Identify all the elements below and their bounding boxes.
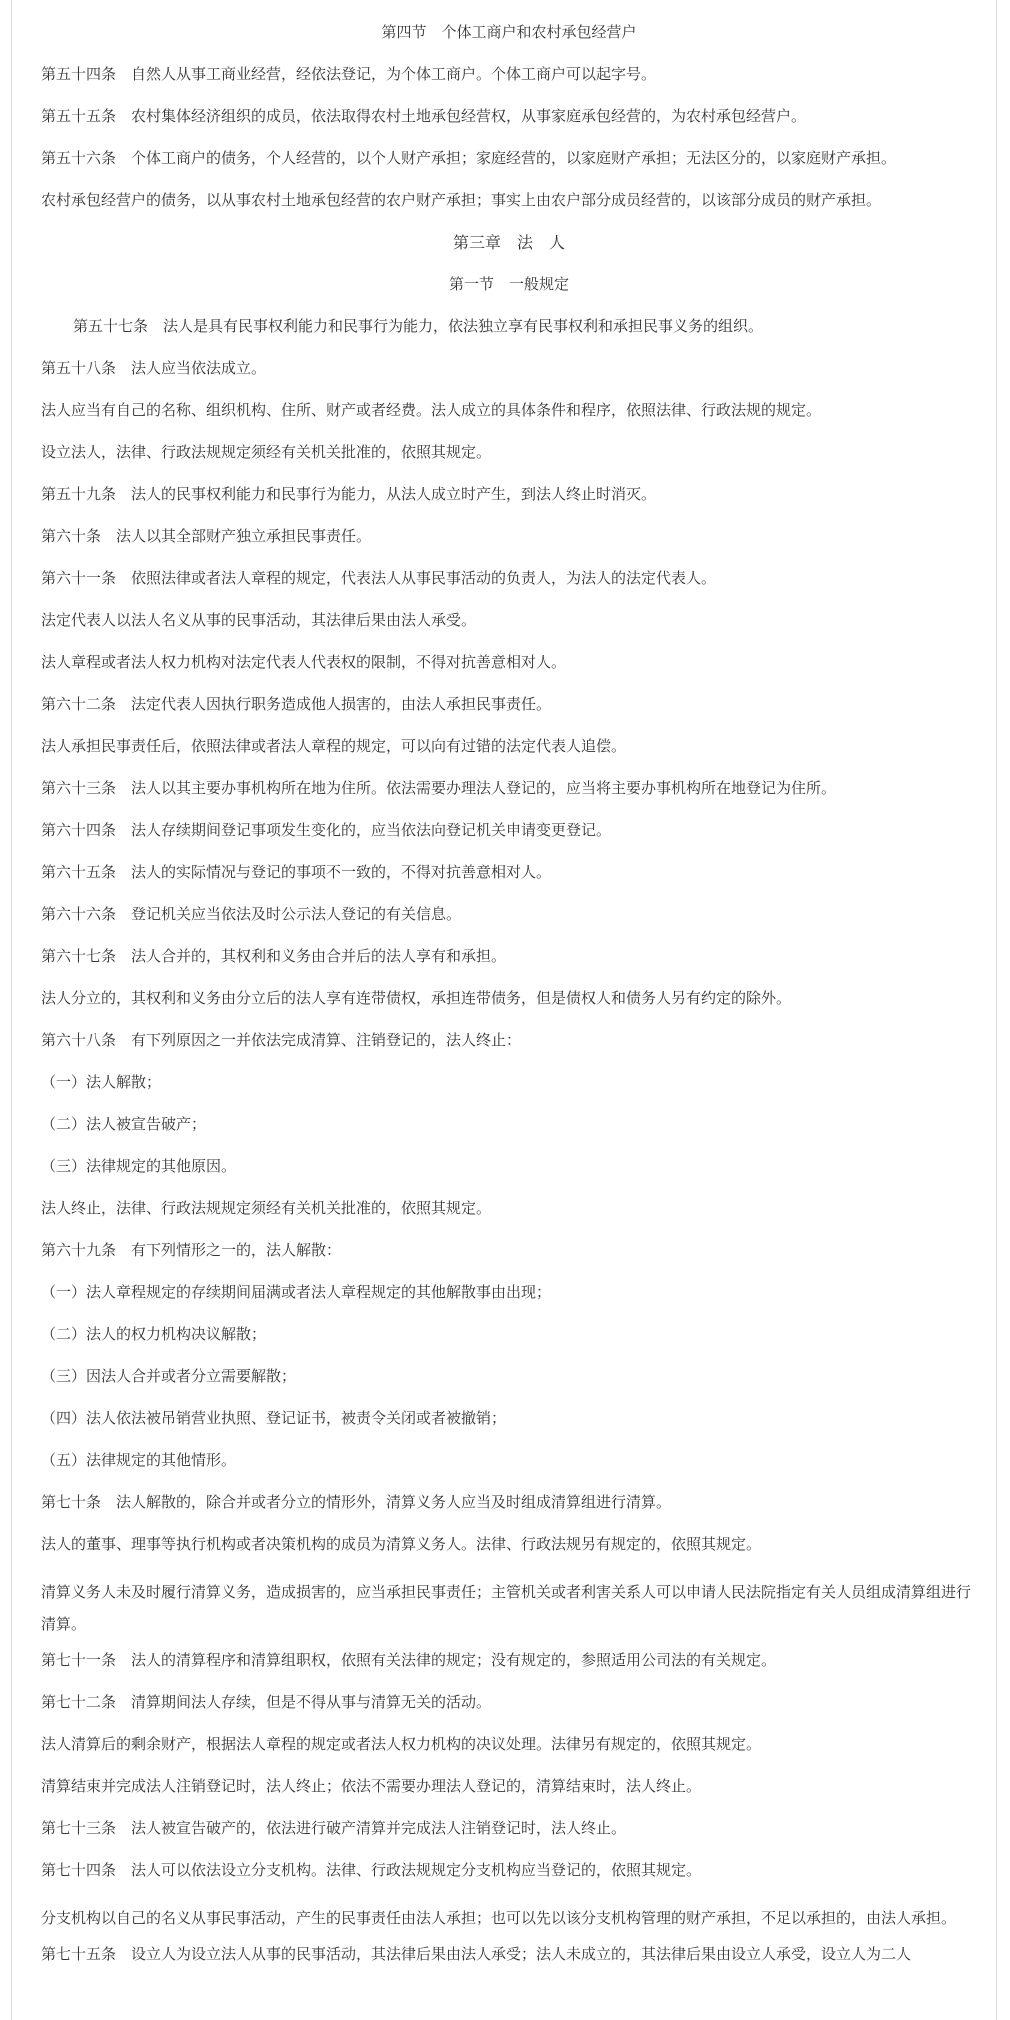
article-66: 第六十六条 登记机关应当依法及时公示法人登记的有关信息。 (41, 905, 462, 923)
paragraph-partial-bottom: 第七十五条 设立人为设立法人从事的民事活动，其法律后果由法人承受；法人未成立的，其法律后果由设立人承受，设立人为二人 (41, 1945, 912, 1963)
article-62-paragraph-2: 法人承担民事责任后，依照法律或者法人章程的规定，可以向有过错的法定代表人追偿。 (41, 737, 627, 755)
article-61-paragraph-3: 法人章程或者法人权力机构对法定代表人代表权的限制，不得对抗善意相对人。 (41, 653, 567, 671)
article-56: 第五十六条 个体工商户的债务，个人经营的，以个人财产承担；家庭经营的，以家庭财产承担；无法区分的，以家庭财产承担。 (41, 149, 897, 167)
article-62: 第六十二条 法定代表人因执行职务造成他人损害的，由法人承担民事责任。 (41, 695, 552, 713)
article-69-item-2: （二）法人的权力机构决议解散； (41, 1325, 267, 1343)
article-70-paragraph-3: 清算义务人未及时履行清算义务，造成损害的，应当承担民事责任；主管机关或者利害关系人可以申请人民法院指定有关人员组成清算组进行清算。 (41, 1583, 972, 1633)
article-69-item-1: （一）法人章程规定的存续期间届满或者法人章程规定的其他解散事由出现； (41, 1283, 552, 1301)
article-71: 第七十一条 法人的清算程序和清算组职权，依照有关法律的规定；没有规定的，参照适用公司法的有关规定。 (41, 1651, 777, 1669)
article-72-paragraph-2: 法人清算后的剩余财产，根据法人章程的规定或者法人权力机构的决议处理。法律另有规定的，依照其规定。 (41, 1735, 762, 1753)
article-63: 第六十三条 法人以其主要办事机构所在地为住所。依法需要办理法人登记的，应当将主要办事机构所在地登记为住所。 (41, 779, 837, 797)
article-74-paragraph-2: 分支机构以自己的名义从事民事活动，产生的民事责任由法人承担；也可以先以该分支机构管理的财产承担，不足以承担的，由法人承担。 (41, 1909, 957, 1927)
article-58-paragraph-3: 设立法人，法律、行政法规规定须经有关机关批准的，依照其规定。 (41, 443, 492, 461)
article-72-paragraph-3: 清算结束并完成法人注销登记时，法人终止；依法不需要办理法人登记的，清算结束时，法人终止。 (41, 1777, 702, 1795)
document-content (41, 0, 977, 1986)
article-69-item-4: （四）法人依法被吊销营业执照、登记证书，被责令关闭或者被撤销； (41, 1409, 507, 1427)
article-54: 第五十四条 自然人从事工商业经营，经依法登记，为个体工商户。个体工商户可以起字号。 (41, 65, 657, 83)
article-69-item-5: （五）法律规定的其他情形。 (41, 1451, 237, 1469)
article-72: 第七十二条 清算期间法人存续，但是不得从事与清算无关的活动。 (41, 1693, 492, 1711)
paragraph-partial-top (41, 0, 977, 1)
article-74: 第七十四条 法人可以依法设立分支机构。法律、行政法规规定分支机构应当登记的，依照其规定。 (41, 1861, 702, 1879)
article-61: 第六十一条 依照法律或者法人章程的规定，代表法人从事民事活动的负责人，为法人的法定代表人。 (41, 569, 717, 587)
article-58-paragraph-2: 法人应当有自己的名称、组织机构、住所、财产或者经费。法人成立的具体条件和程序，依照法律、行政法规的规定。 (41, 401, 822, 419)
article-68-item-1: （一）法人解散； (41, 1073, 162, 1091)
article-59: 第五十九条 法人的民事权利能力和民事行为能力，从法人成立时产生，到法人终止时消灭。 (41, 485, 657, 503)
article-69-item-3: （三）因法人合并或者分立需要解散； (41, 1367, 297, 1385)
section-heading: 第四节 个体工商户和农村承包经营户 (381, 23, 637, 41)
article-57: 第五十七条 法人是具有民事权利能力和民事行为能力，依法独立享有民事权利和承担民事义务的组织。 (73, 317, 764, 335)
article-73: 第七十三条 法人被宣告破产的，依法进行破产清算并完成法人注销登记时，法人终止。 (41, 1819, 627, 1837)
article-56-paragraph-2: 农村承包经营户的债务，以从事农村土地承包经营的农户财产承担；事实上由农户部分成员经营的，以该部分成员的财产承担。 (41, 191, 882, 209)
article-64: 第六十四条 法人存续期间登记事项发生变化的，应当依法向登记机关申请变更登记。 (41, 821, 612, 839)
article-68-item-3: （三）法律规定的其他原因。 (41, 1157, 237, 1175)
article-60: 第六十条 法人以其全部财产独立承担民事责任。 (41, 527, 372, 545)
article-58: 第五十八条 法人应当依法成立。 (41, 359, 267, 377)
section-heading: 第一节 一般规定 (448, 275, 569, 293)
article-69: 第六十九条 有下列情形之一的，法人解散： (41, 1241, 342, 1259)
document-page (11, 0, 997, 2020)
article-68-item-2: （二）法人被宣告破产； (41, 1115, 207, 1133)
article-67-paragraph-2: 法人分立的，其权利和义务由分立后的法人享有连带债权，承担连带债务，但是债权人和债务人另有约定的除外。 (41, 989, 792, 1007)
chapter-heading: 第三章 法 人 (452, 233, 565, 252)
article-68: 第六十八条 有下列原因之一并依法完成清算、注销登记的，法人终止： (41, 1031, 522, 1049)
article-67: 第六十七条 法人合并的，其权利和义务由合并后的法人享有和承担。 (41, 947, 507, 965)
article-70: 第七十条 法人解散的，除合并或者分立的情形外，清算义务人应当及时组成清算组进行清算。 (41, 1493, 672, 1511)
article-65: 第六十五条 法人的实际情况与登记的事项不一致的，不得对抗善意相对人。 (41, 863, 552, 881)
article-61-paragraph-2: 法定代表人以法人名义从事的民事活动，其法律后果由法人承受。 (41, 611, 477, 629)
article-70-paragraph-2: 法人的董事、理事等执行机构或者决策机构的成员为清算义务人。法律、行政法规另有规定的，依照其规定。 (41, 1535, 762, 1553)
article-68-paragraph-2: 法人终止，法律、行政法规规定须经有关机关批准的，依照其规定。 (41, 1199, 492, 1217)
article-55: 第五十五条 农村集体经济组织的成员，依法取得农村土地承包经营权，从事家庭承包经营的，为农村承包经营户。 (41, 107, 807, 125)
